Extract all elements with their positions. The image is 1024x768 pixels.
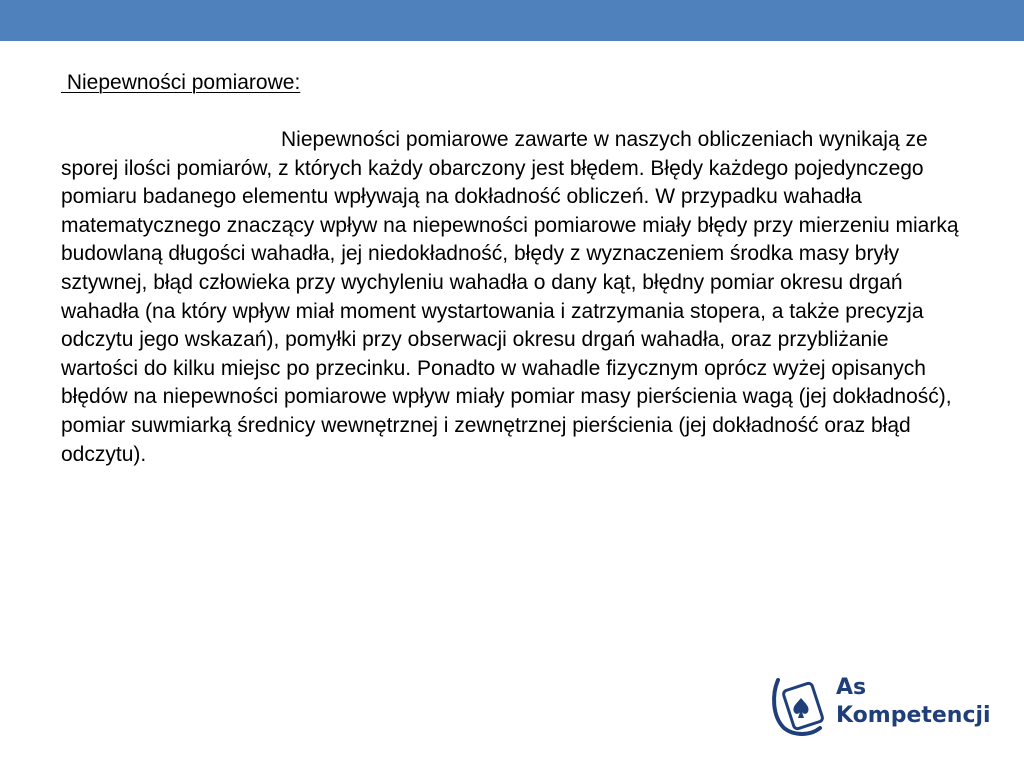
logo-line-2: Kompetencji xyxy=(836,703,991,728)
as-kompetencji-logo xyxy=(768,670,998,740)
top-color-bar xyxy=(0,0,1024,41)
slide-heading: Niepewności pomiarowe: xyxy=(61,71,301,94)
logo-line-1: As xyxy=(836,675,867,700)
spade-card-icon xyxy=(768,672,834,738)
logo-wordmark xyxy=(836,674,991,730)
body-paragraph: Niepewności pomiarowe zawarte w naszych obliczeniach wynikają ze sporej ilości pomiarów, z których każdy obarczony jest błędem. Błędy każdego pojedynczego pomiaru badanego elementu wpływają na dokładność obliczeń. W przypadku wahadła matematycznego znaczący wpływ na niepewności pomiarowe miały błędy przy mierzeniu miarką budowlaną długości wahadła, jej niedokładność, błędy z wyznaczeniem środka masy bryły sztywnej, błąd człowieka przy wychyleniu wahadła o dany kąt, błędny pomiar okresu drgań wahadła (na który wpływ miał moment wystartowania i zatrzymania stopera, a także precyzja odczytu jego wskazań), pomyłki przy obserwacji okresu drgań wahadła, oraz przybliżanie wartości do kilku miejsc po przecinku. Ponadto w wahadle fizycznym oprócz wyżej opisanych błędów na niepewności pomiarowe wpływ miały pomiar masy pierścienia wagą (jej dokładność), pomiar suwmiarką średnicy wewnętrznej i zewnętrznej pierścienia (jej dokładność oraz błąd odczytu). xyxy=(61,128,959,466)
